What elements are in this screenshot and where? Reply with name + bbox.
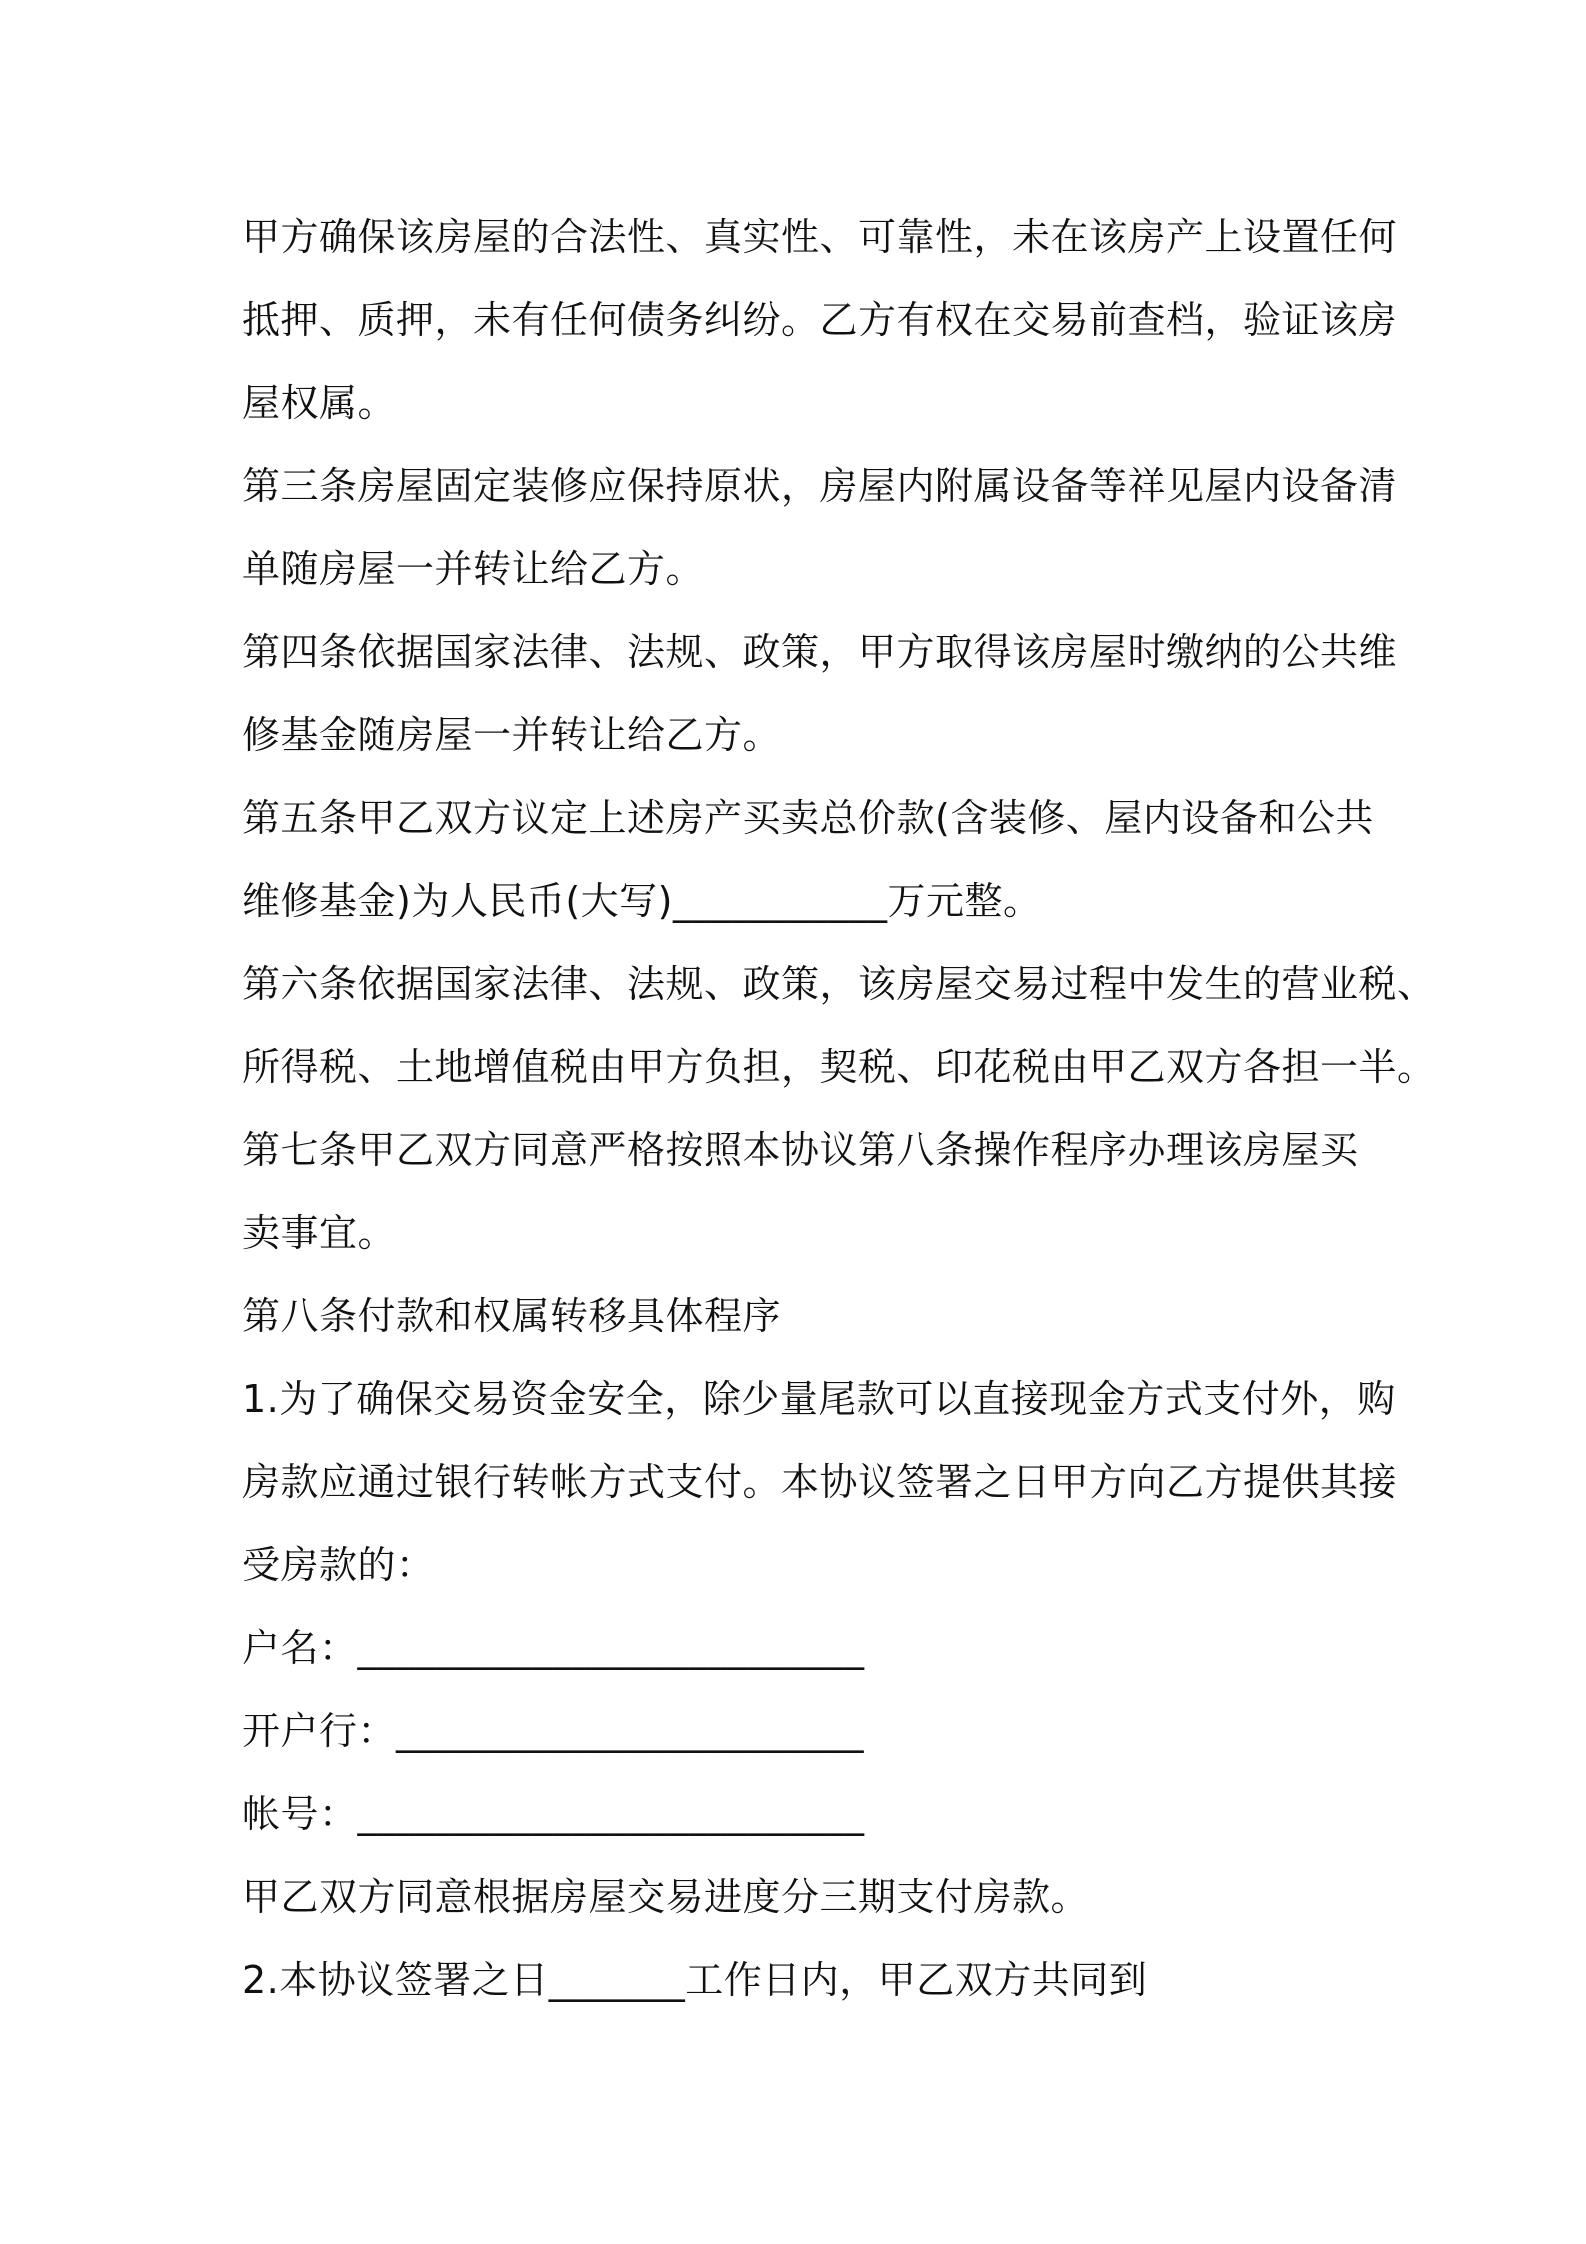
- text-line: 甲方确保该房屋的合法性、真实性、可靠性，未在该房产上设置任何: [242, 215, 1398, 259]
- text-line: 房款应通过银行转帐方式支付。本协议签署之日甲方向乙方提供其接: [242, 1460, 1398, 1504]
- text-line: 抵押、质押，未有任何债务纠纷。乙方有权在交易前查档，验证该房: [242, 298, 1398, 342]
- article-4-line: 第四条依据国家法律、法规、政策，甲方取得该房屋时缴纳的公共维: [242, 630, 1398, 674]
- article-5-line: 第五条甲乙双方议定上述房产买卖总价款(含装修、屋内设备和公共: [242, 796, 1374, 840]
- text-line: 所得税、土地增值税由甲方负担，契税、印花税由甲乙双方各担一半。: [242, 1045, 1436, 1089]
- text-line: 卖事宜。: [242, 1211, 397, 1255]
- document-body: [242, 196, 1436, 2022]
- account-name-field: 户名：__________________________: [242, 1626, 865, 1670]
- text-line: 屋权属。: [242, 381, 397, 425]
- bank-field: 开户行：________________________: [242, 1709, 865, 1753]
- price-blank-line: 维修基金)为人民币(大写)___________万元整。: [242, 879, 1042, 923]
- article-3-line: 第三条房屋固定装修应保持原状，房屋内附属设备等祥见屋内设备清: [242, 464, 1398, 508]
- article-8-heading: 第八条付款和权属转移具体程序: [242, 1294, 782, 1338]
- article-6-line: 第六条依据国家法律、法规、政策，该房屋交易过程中发生的营业税、: [242, 962, 1436, 1006]
- clause-1-line: 1.为了确保交易资金安全，除少量尾款可以直接现金方式支付外，购: [242, 1377, 1396, 1421]
- clause-2-line: 2.本协议签署之日_______工作日内，甲乙双方共同到: [242, 1958, 1148, 2002]
- text-line: 甲乙双方同意根据房屋交易进度分三期支付房款。: [242, 1875, 1090, 1919]
- account-number-field: 帐号：__________________________: [242, 1792, 865, 1836]
- text-line: 受房款的：: [242, 1543, 435, 1587]
- text-line: 修基金随房屋一并转让给乙方。: [242, 713, 782, 757]
- article-7-line: 第七条甲乙双方同意严格按照本协议第八条操作程序办理该房屋买: [242, 1128, 1359, 1172]
- text-line: 单随房屋一并转让给乙方。: [242, 547, 705, 591]
